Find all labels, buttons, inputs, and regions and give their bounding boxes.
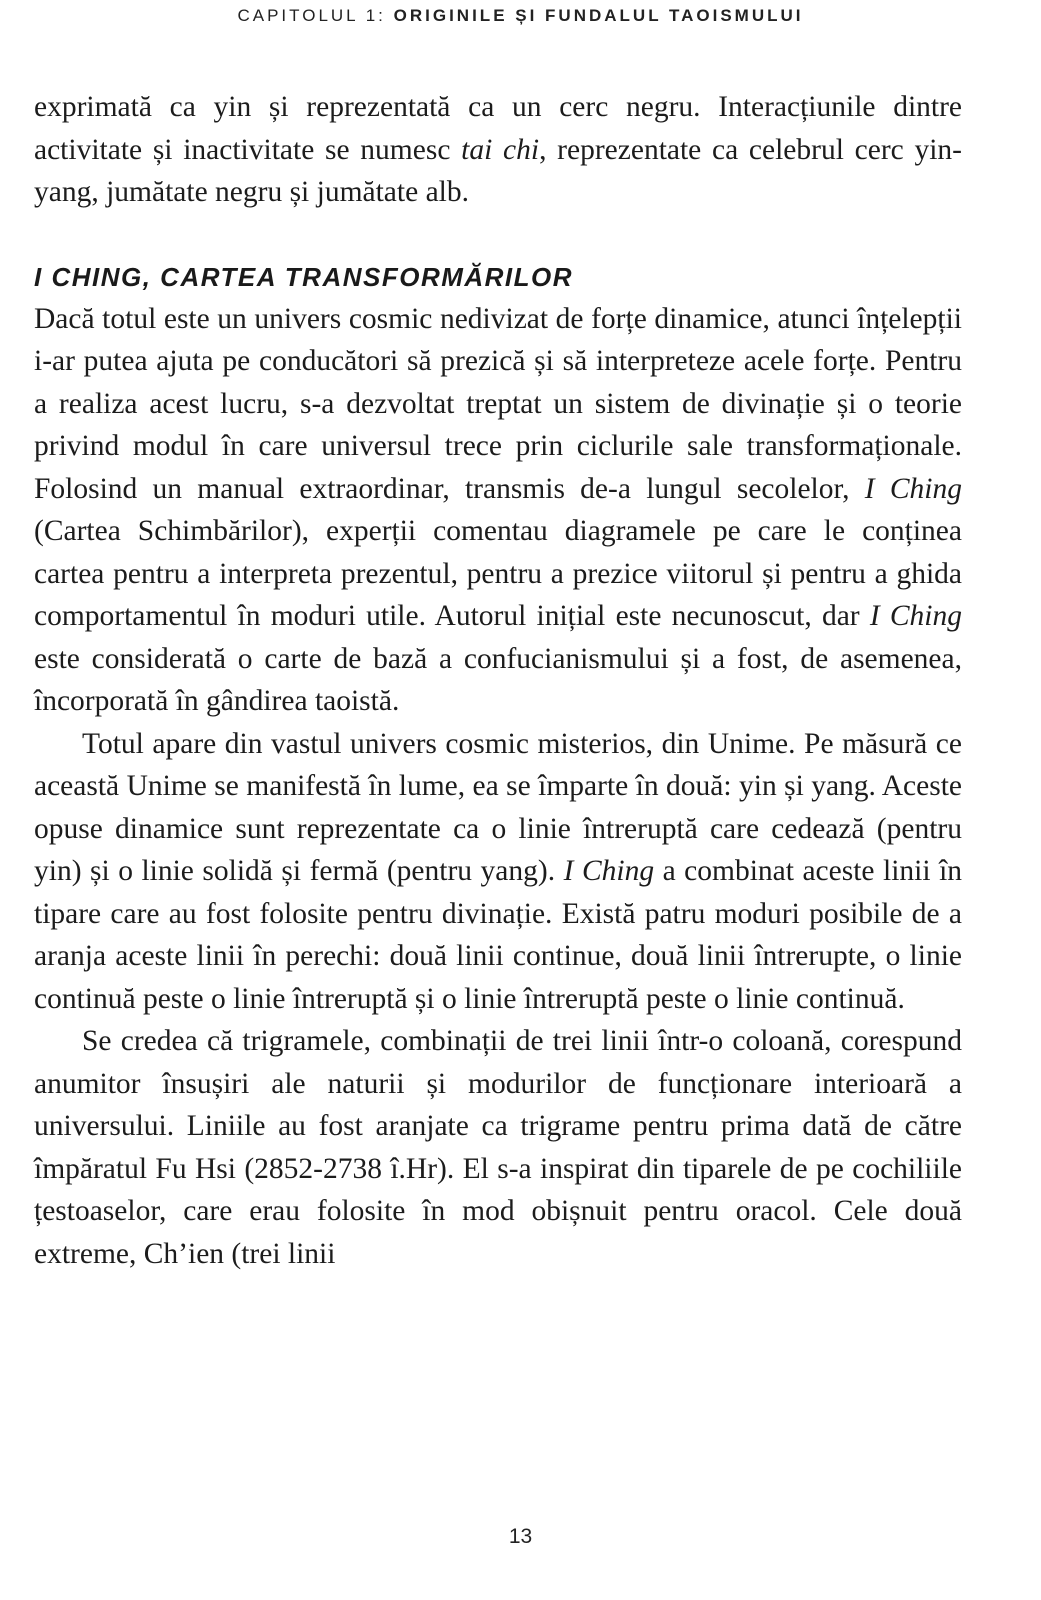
text-run: a combinat aceste linii în tipare care au fost folosite pentru divinație. Există patru moduri posibile de a aranja aceste linii în perechi: două linii continue, două linii întrerupte, o linie continuă peste o linie întreruptă și o linie întreruptă peste o linie continuă. — [34, 855, 963, 1015]
running-header — [0, 6, 1041, 26]
italic-term: I Ching — [864, 472, 962, 505]
text-run: , reprezentate ca celebrul cerc yin-yang, jumătate negru și jumătate alb. — [34, 133, 962, 208]
text-run: exprimată ca yin și reprezentată ca un cerc negru. Interacțiunile dintre activitate și inactivitate se numesc — [34, 91, 962, 166]
page-number: 13 — [508, 1525, 533, 1548]
chapter-label: CAPITOLUL 1: — [237, 6, 394, 25]
italic-term: I Ching — [869, 600, 962, 632]
text-run: este considerată o carte de bază a confucianismului și a fost, de asemenea, încorporată în gândirea taoistă. — [34, 642, 962, 717]
italic-term: tai chi — [461, 133, 540, 166]
text-run: Dacă totul este un univers cosmic nedivizat de forțe dinamice, atunci înțelepții i-ar putea ajuta pe conducători să prezică și să interpreteze acele forțe. Pentru a realiza acest lucru, s-a dezvoltat treptat un sistem de divinație și o teorie privind modul în care universul trece prin ciclurile sale transformaționale. Folosind un manual extraordinar, transmis de-a lungul secolelor, — [34, 302, 962, 505]
section-heading: I CHING, CARTEA TRANSFORMĂRILOR — [34, 261, 574, 292]
paragraph-1 — [34, 298, 962, 723]
chapter-title: ORIGINILE ȘI FUNDALUL TAOISMULUI — [393, 6, 804, 25]
italic-term: I Ching — [563, 855, 655, 887]
text-run: Totul apare din vastul univers cosmic misterios, din Unime. Pe măsură ce această Unime se manifestă în lume, ea se împarte în două: yin și yang. Aceste opuse dinamice sunt reprezentate ca o linie întreruptă care cedează (pentru yin) și o linie solidă și fermă (pentru yang). — [34, 727, 962, 887]
paragraph-3: Se credea că trigramele, combinații de trei linii într-o coloană, corespund anumitor însușiri ale naturii și modurilor de funcționare interioară a universului. Liniile au fost aranjate ca trigrame pentru prima dată de către împăratul Fu Hsi (2852-2738 î.Hr). El s-a inspirat din tiparele de pe cochiliile țestoaselor, care erau folosite în mod obișnuit pentru oracol. Cele două extreme, Ch’ien (trei linii — [34, 1025, 962, 1270]
text-run: (Cartea Schimbărilor), experții comentau diagramele pe care le conținea cartea pentru a interpreta prezentul, pentru a prezice viitorul și pentru a ghida comportamentul în moduri utile. Autorul inițial este necunoscut, dar — [34, 515, 962, 632]
page-body — [34, 86, 962, 1275]
intro-paragraph — [34, 86, 962, 214]
paragraph-2 — [34, 723, 962, 1021]
